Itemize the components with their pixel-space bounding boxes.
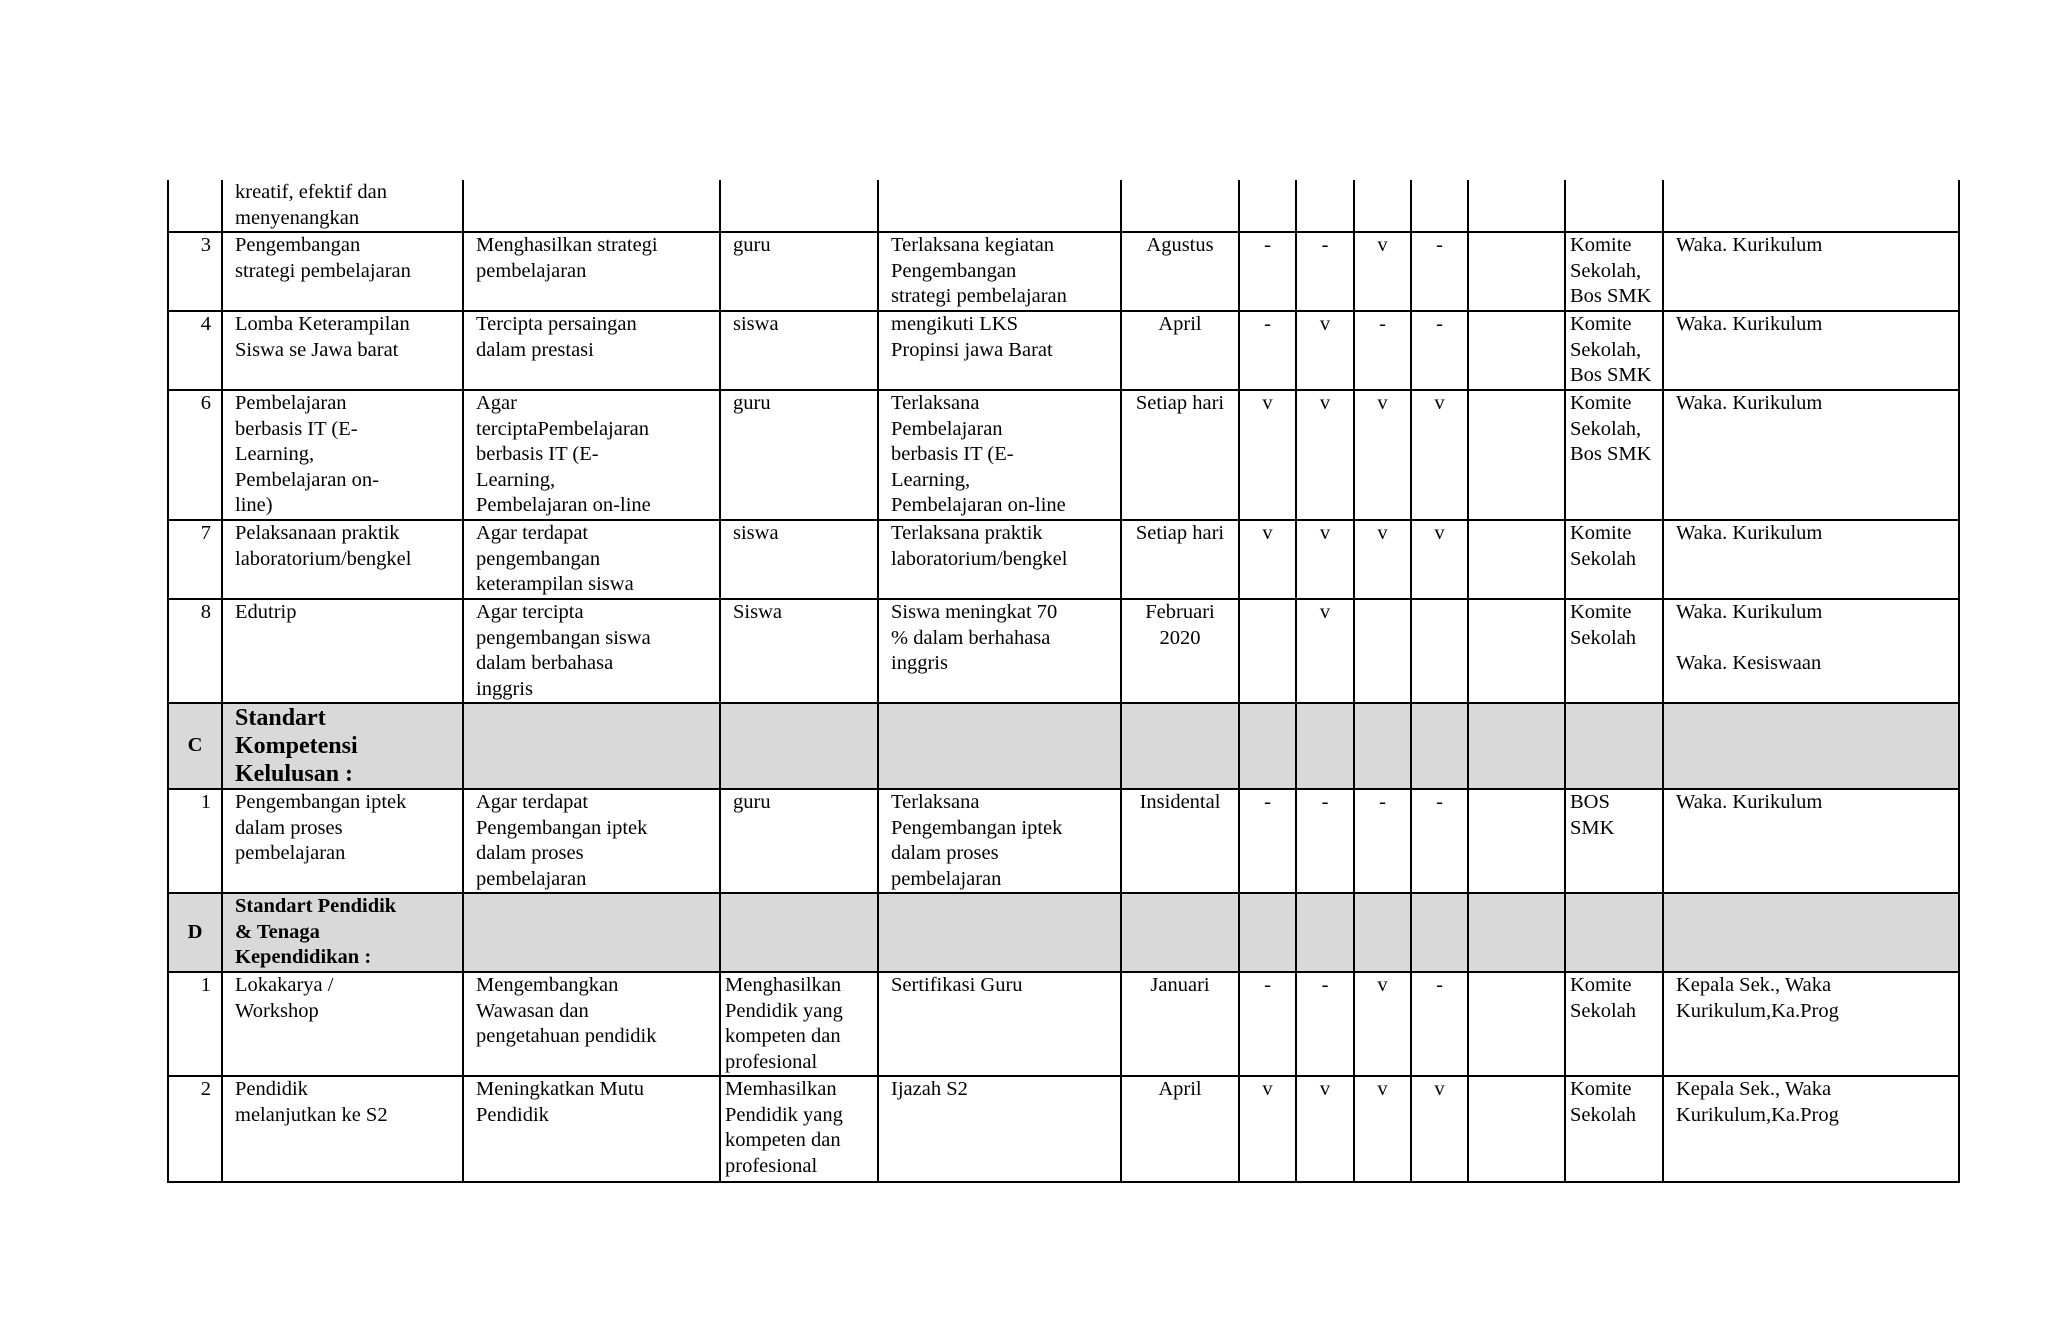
indicator-cell: Terlaksana praktik laboratorium/bengkel [878, 520, 1121, 599]
section-row [168, 703, 1959, 789]
section-empty-cell [1565, 703, 1663, 789]
term-4-cell [1411, 180, 1468, 232]
activity-cell: Pengembangan strategi pembelajaran [222, 232, 463, 311]
goal-cell: Mengembangkan Wawasan dan pengetahuan pendidik [463, 972, 720, 1076]
funding-cell: Komite Sekolah [1565, 520, 1663, 599]
time-cell: April [1121, 1076, 1239, 1182]
term-3-cell: - [1354, 311, 1411, 390]
table-row [168, 1076, 1959, 1182]
indicator-cell: Sertifikasi Guru [878, 972, 1121, 1076]
goal-cell: Meningkatkan Mutu Pendidik [463, 1076, 720, 1182]
table-row [168, 789, 1959, 893]
target-cell [720, 180, 878, 232]
section-empty-cell [1411, 703, 1468, 789]
section-empty-cell [463, 703, 720, 789]
indicator-cell: Terlaksana Pembelajaran berbasis IT (E- Learning, Pembelajaran on-line [878, 390, 1121, 520]
responsible-cell: Waka. Kurikulum [1663, 520, 1959, 599]
funding-cell: Komite Sekolah, Bos SMK [1565, 311, 1663, 390]
term-2-cell: - [1296, 232, 1354, 311]
notes-cell [1468, 599, 1565, 703]
term-1-cell [1239, 599, 1296, 703]
section-empty-cell [720, 893, 878, 972]
term-3-cell: - [1354, 789, 1411, 893]
goal-cell: Agar terciptaPembelajaran berbasis IT (E- Learning, Pembelajaran on-line [463, 390, 720, 520]
notes-cell [1468, 520, 1565, 599]
activity-cell: Pengembangan iptek dalam proses pembelajaran [222, 789, 463, 893]
row-number: 3 [168, 232, 222, 311]
term-4-cell: - [1411, 972, 1468, 1076]
activity-cell: Lokakarya / Workshop [222, 972, 463, 1076]
section-title: Standart Kompetensi Kelulusan : [222, 703, 463, 789]
row-number: 2 [168, 1076, 222, 1182]
section-empty-cell [1411, 893, 1468, 972]
activity-cell: Lomba Keterampilan Siswa se Jawa barat [222, 311, 463, 390]
indicator-cell: Terlaksana Pengembangan iptek dalam proses pembelajaran [878, 789, 1121, 893]
section-empty-cell [1663, 703, 1959, 789]
section-letter: D [168, 893, 222, 972]
term-2-cell: v [1296, 599, 1354, 703]
responsible-cell [1663, 180, 1959, 232]
term-4-cell: - [1411, 232, 1468, 311]
target-cell: guru [720, 390, 878, 520]
indicator-cell [878, 180, 1121, 232]
section-empty-cell [1239, 893, 1296, 972]
target-cell: siswa [720, 311, 878, 390]
target-cell: Menghasilkan Pendidik yang kompeten dan profesional [720, 972, 878, 1076]
activity-cell: kreatif, efektif dan menyenangkan [222, 180, 463, 232]
section-empty-cell [1354, 893, 1411, 972]
term-1-cell: v [1239, 390, 1296, 520]
term-3-cell: v [1354, 1076, 1411, 1182]
section-empty-cell [878, 893, 1121, 972]
term-2-cell: - [1296, 789, 1354, 893]
target-cell: siswa [720, 520, 878, 599]
section-empty-cell [1565, 893, 1663, 972]
time-cell: Februari 2020 [1121, 599, 1239, 703]
table-row [168, 180, 1959, 232]
time-cell: Insidental [1121, 789, 1239, 893]
section-title: Standart Pendidik & Tenaga Kependidikan : [222, 893, 463, 972]
section-empty-cell [1296, 703, 1354, 789]
row-number: 7 [168, 520, 222, 599]
row-number: 1 [168, 972, 222, 1076]
term-2-cell: v [1296, 1076, 1354, 1182]
time-cell: April [1121, 311, 1239, 390]
responsible-cell: Waka. Kurikulum [1663, 311, 1959, 390]
term-2-cell [1296, 180, 1354, 232]
row-number: 4 [168, 311, 222, 390]
term-4-cell: - [1411, 311, 1468, 390]
activity-cell: Pendidik melanjutkan ke S2 [222, 1076, 463, 1182]
table-row [168, 599, 1959, 703]
table-row [168, 232, 1959, 311]
table-row [168, 390, 1959, 520]
term-3-cell: v [1354, 520, 1411, 599]
row-number: 1 [168, 789, 222, 893]
term-1-cell: - [1239, 972, 1296, 1076]
goal-cell [463, 180, 720, 232]
section-empty-cell [1354, 703, 1411, 789]
goal-cell: Tercipta persaingan dalam prestasi [463, 311, 720, 390]
term-4-cell: v [1411, 1076, 1468, 1182]
time-cell: Agustus [1121, 232, 1239, 311]
goal-cell: Menghasilkan strategi pembelajaran [463, 232, 720, 311]
term-1-cell: - [1239, 789, 1296, 893]
notes-cell [1468, 180, 1565, 232]
indicator-cell: Siswa meningkat 70 % dalam berhahasa inggris [878, 599, 1121, 703]
activity-cell: Edutrip [222, 599, 463, 703]
responsible-cell: Kepala Sek., Waka Kurikulum,Ka.Prog [1663, 972, 1959, 1076]
responsible-cell: Waka. Kurikulum Waka. Kesiswaan [1663, 599, 1959, 703]
term-3-cell: v [1354, 390, 1411, 520]
funding-cell: Komite Sekolah [1565, 599, 1663, 703]
section-empty-cell [1239, 703, 1296, 789]
term-3-cell [1354, 180, 1411, 232]
section-empty-cell [1468, 893, 1565, 972]
activity-cell: Pelaksanaan praktik laboratorium/bengkel [222, 520, 463, 599]
term-1-cell: v [1239, 1076, 1296, 1182]
section-empty-cell [463, 893, 720, 972]
indicator-cell: Terlaksana kegiatan Pengembangan strategi pembelajaran [878, 232, 1121, 311]
target-cell: Memhasilkan Pendidik yang kompeten dan profesional [720, 1076, 878, 1182]
table-row [168, 972, 1959, 1076]
goal-cell: Agar terdapat Pengembangan iptek dalam proses pembelajaran [463, 789, 720, 893]
row-number: 6 [168, 390, 222, 520]
notes-cell [1468, 390, 1565, 520]
time-cell: Setiap hari [1121, 390, 1239, 520]
section-empty-cell [1121, 893, 1239, 972]
section-empty-cell [1468, 703, 1565, 789]
term-3-cell [1354, 599, 1411, 703]
term-4-cell [1411, 599, 1468, 703]
term-3-cell: v [1354, 232, 1411, 311]
notes-cell [1468, 1076, 1565, 1182]
funding-cell [1565, 180, 1663, 232]
indicator-cell: Ijazah S2 [878, 1076, 1121, 1182]
funding-cell: Komite Sekolah, Bos SMK [1565, 232, 1663, 311]
term-4-cell: v [1411, 520, 1468, 599]
responsible-cell: Waka. Kurikulum [1663, 232, 1959, 311]
term-3-cell: v [1354, 972, 1411, 1076]
section-letter: C [168, 703, 222, 789]
goal-cell: Agar tercipta pengembangan siswa dalam berbahasa inggris [463, 599, 720, 703]
section-row [168, 893, 1959, 972]
notes-cell [1468, 972, 1565, 1076]
goal-cell: Agar terdapat pengembangan keterampilan siswa [463, 520, 720, 599]
term-4-cell: - [1411, 789, 1468, 893]
responsible-cell: Kepala Sek., Waka Kurikulum,Ka.Prog [1663, 1076, 1959, 1182]
term-2-cell: v [1296, 311, 1354, 390]
term-1-cell: - [1239, 311, 1296, 390]
target-cell: guru [720, 789, 878, 893]
indicator-cell: mengikuti LKS Propinsi jawa Barat [878, 311, 1121, 390]
term-2-cell: - [1296, 972, 1354, 1076]
responsible-cell: Waka. Kurikulum [1663, 390, 1959, 520]
term-1-cell: - [1239, 232, 1296, 311]
section-empty-cell [1296, 893, 1354, 972]
section-empty-cell [878, 703, 1121, 789]
time-cell: Setiap hari [1121, 520, 1239, 599]
target-cell: Siswa [720, 599, 878, 703]
funding-cell: Komite Sekolah [1565, 972, 1663, 1076]
funding-cell: Komite Sekolah, Bos SMK [1565, 390, 1663, 520]
program-table [167, 180, 1960, 1183]
target-cell: guru [720, 232, 878, 311]
term-1-cell: v [1239, 520, 1296, 599]
notes-cell [1468, 789, 1565, 893]
responsible-cell: Waka. Kurikulum [1663, 789, 1959, 893]
section-empty-cell [720, 703, 878, 789]
section-empty-cell [1121, 703, 1239, 789]
term-4-cell: v [1411, 390, 1468, 520]
notes-cell [1468, 232, 1565, 311]
notes-cell [1468, 311, 1565, 390]
activity-cell: Pembelajaran berbasis IT (E- Learning, Pembelajaran on- line) [222, 390, 463, 520]
time-cell: Januari [1121, 972, 1239, 1076]
term-2-cell: v [1296, 520, 1354, 599]
table-row [168, 520, 1959, 599]
section-empty-cell [1663, 893, 1959, 972]
row-number: 8 [168, 599, 222, 703]
row-number [168, 180, 222, 232]
funding-cell: BOS SMK [1565, 789, 1663, 893]
time-cell [1121, 180, 1239, 232]
term-1-cell [1239, 180, 1296, 232]
term-2-cell: v [1296, 390, 1354, 520]
table-row [168, 311, 1959, 390]
funding-cell: Komite Sekolah [1565, 1076, 1663, 1182]
